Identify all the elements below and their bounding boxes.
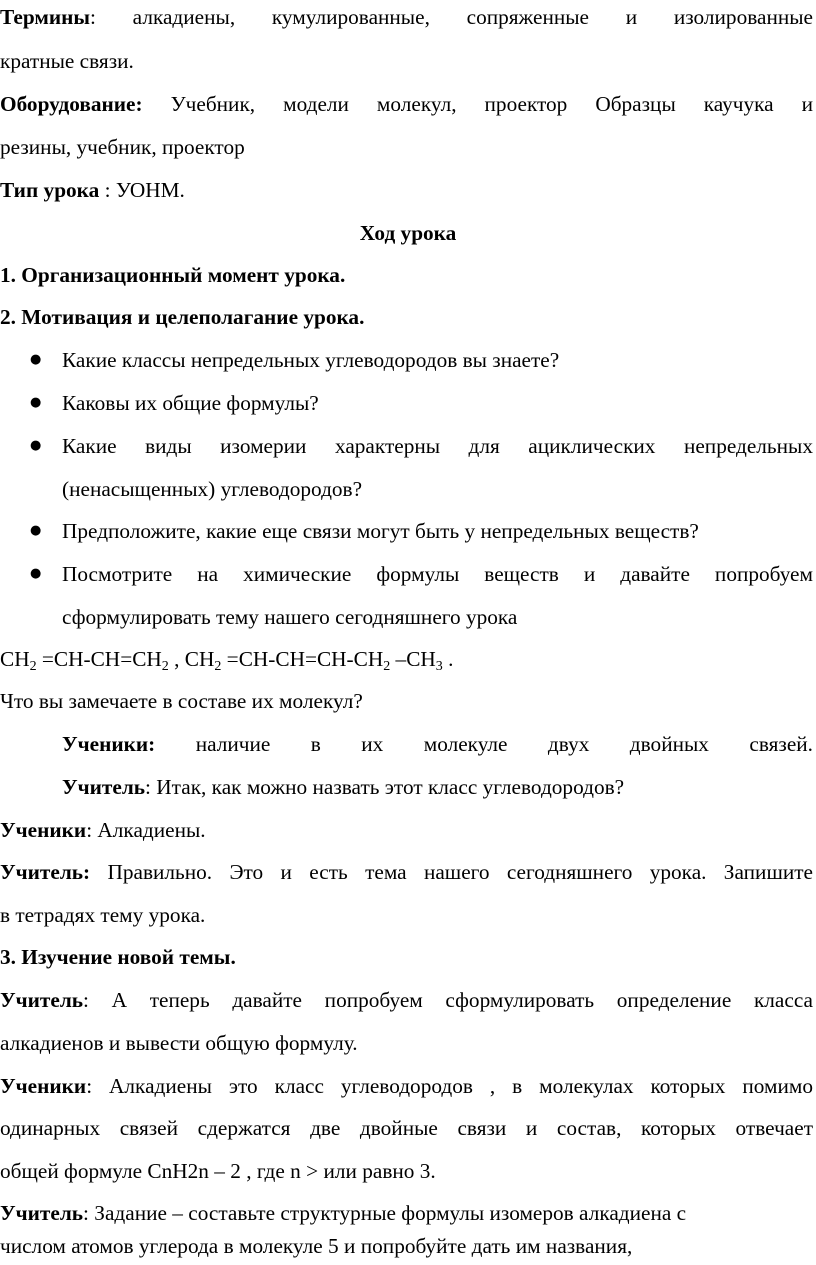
- teacher-text: : Задание – составьте структурные формулы изомеров алкадиена с: [83, 1201, 687, 1225]
- students-answer-3-line-1: [0, 1073, 813, 1099]
- students-answer-2: [0, 817, 206, 843]
- teacher-text: : А теперь давайте попробуем сформулировать определение класса: [83, 988, 813, 1012]
- teacher-label: Учитель: [62, 775, 146, 799]
- teacher-remark-2-line-1: [0, 859, 813, 885]
- bullet-item-2: Каковы их общие формулы?: [62, 391, 319, 415]
- question-line: Что вы замечаете в составе их молекул?: [0, 689, 363, 713]
- bullet-dot: ●: [30, 352, 42, 367]
- bullet-item-5-line-1: Посмотрите на химические формулы веществ и давайте попробуем: [62, 562, 813, 586]
- bullet-item-3-line-1: Какие виды изомерии характерны для ациклических непредельных: [62, 434, 813, 458]
- lesson-type-label: Тип урока: [0, 178, 100, 202]
- bullet-item-1: Какие классы непредельных углеводородов вы знаете?: [62, 348, 560, 372]
- lesson-type-value: : УОНМ.: [99, 178, 185, 202]
- teacher-task-line-1: [0, 1200, 686, 1226]
- chemical-formulas: $CH_2 =CH-CH=CH_2$ , $CH_2 =CH-CH=CH-CH_2$ $-CH_3$ .: [0, 647, 454, 674]
- students-text: : Алкадиены это класс углеводородов , в молекулах которых помимо: [86, 1074, 813, 1098]
- students-label: Ученики:: [62, 732, 156, 756]
- teacher-text: Правильно. Это и есть тема нашего сегодняшнего урока. Запишите: [90, 860, 813, 884]
- teacher-task-line-2: числом атомов углерода в молекуле 5 и попробуйте дать им названия,: [0, 1234, 633, 1258]
- teacher-label: Учитель: [0, 1201, 84, 1225]
- section-1-title: 1. Организационный момент урока.: [0, 263, 346, 287]
- teacher-remark-2-line-2: в тетрадях тему урока.: [0, 903, 206, 927]
- terms-line-2: кратные связи.: [0, 49, 134, 73]
- section-3-title: 3. Изучение новой темы.: [0, 945, 236, 969]
- teacher-text: : Итак, как можно назвать этот класс углеводородов?: [145, 775, 625, 799]
- teacher-label: Учитель:: [0, 860, 91, 884]
- terms-label: Термины: [0, 5, 91, 29]
- equipment-label: Оборудование:: [0, 92, 143, 116]
- students-answer-1: [62, 731, 813, 757]
- teacher-question-1: [62, 774, 624, 800]
- equipment-text: Учебник, модели молекул, проектор Образцы каучука и: [142, 92, 813, 116]
- equipment-line-1: [0, 91, 813, 117]
- bullet-item-3-line-2: (ненасыщенных) углеводородов?: [62, 477, 363, 501]
- students-text: : Алкадиены.: [86, 818, 206, 842]
- students-text: наличие в их молекуле двух двойных связей.: [155, 732, 813, 756]
- bullet-dot: ●: [30, 438, 42, 453]
- bullet-item-4: Предположите, какие еще связи могут быть у непредельных веществ?: [62, 519, 699, 543]
- equipment-line-2: резины, учебник, проектор: [0, 135, 245, 159]
- section-2-title: 2. Мотивация и целеполагание урока.: [0, 305, 365, 329]
- terms-line-1: [0, 4, 813, 30]
- bullet-dot: ●: [30, 395, 42, 410]
- teacher-label: Учитель: [0, 988, 84, 1012]
- lesson-type-line: [0, 177, 185, 203]
- terms-text: : алкадиены, кумулированные, сопряженные и изолированные: [90, 5, 813, 29]
- bullet-dot: ●: [30, 523, 42, 538]
- lesson-heading: Ход урока: [359, 221, 457, 245]
- bullet-dot: ●: [30, 566, 42, 581]
- teacher-remark-3-line-1: [0, 987, 813, 1013]
- students-label: Ученики: [0, 1074, 87, 1098]
- students-answer-3-line-2: одинарных связей сдержатся две двойные связи и состав, которых отвечает: [0, 1116, 813, 1140]
- students-label: Ученики: [0, 818, 87, 842]
- students-answer-3-line-3: общей формуле CnH2n – 2 , где n > или равно 3.: [0, 1159, 436, 1183]
- bullet-item-5-line-2: сформулировать тему нашего сегодняшнего урока: [62, 605, 518, 629]
- teacher-remark-3-line-2: алкадиенов и вывести общую формулу.: [0, 1031, 358, 1055]
